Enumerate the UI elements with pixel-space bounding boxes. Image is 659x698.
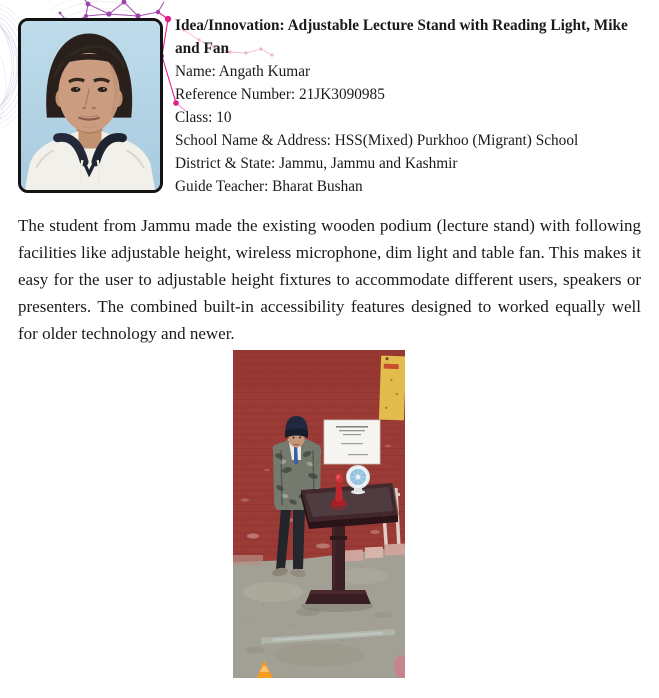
student-name: Name: Angath Kumar [175,63,311,80]
student-class: Class: 10 [175,109,232,126]
lecture-stand-scene [233,350,405,678]
portrait-illustration [21,21,160,190]
student-portrait-photo [18,18,163,193]
school-name-address: School Name & Address: HSS(Mixed) Purkhoo (Migrant) School [175,132,579,149]
district-state: District & State: Jammu, Jammu and Kashmir [175,155,458,172]
guide-teacher: Guide Teacher: Bharat Bushan [175,178,363,195]
reference-number: Reference Number: 21JK3090985 [175,86,385,103]
idea-title: Idea/Innovation: Adjustable Lecture Stand with Reading Light, Mike and Fan [175,17,628,57]
innovation-photo [233,350,405,678]
student-info-block [175,14,653,198]
innovation-description: The student from Jammu made the existing wooden podium (lecture stand) with following facilities like adjustable height, wireless microphone, dim light and table fan. This makes it easy for the user to adjustable height fixtures to accommodate different users, speakers or presenters. The combined built-in accessibility features designed to worked equally well for older technology and newer. [18,216,641,343]
